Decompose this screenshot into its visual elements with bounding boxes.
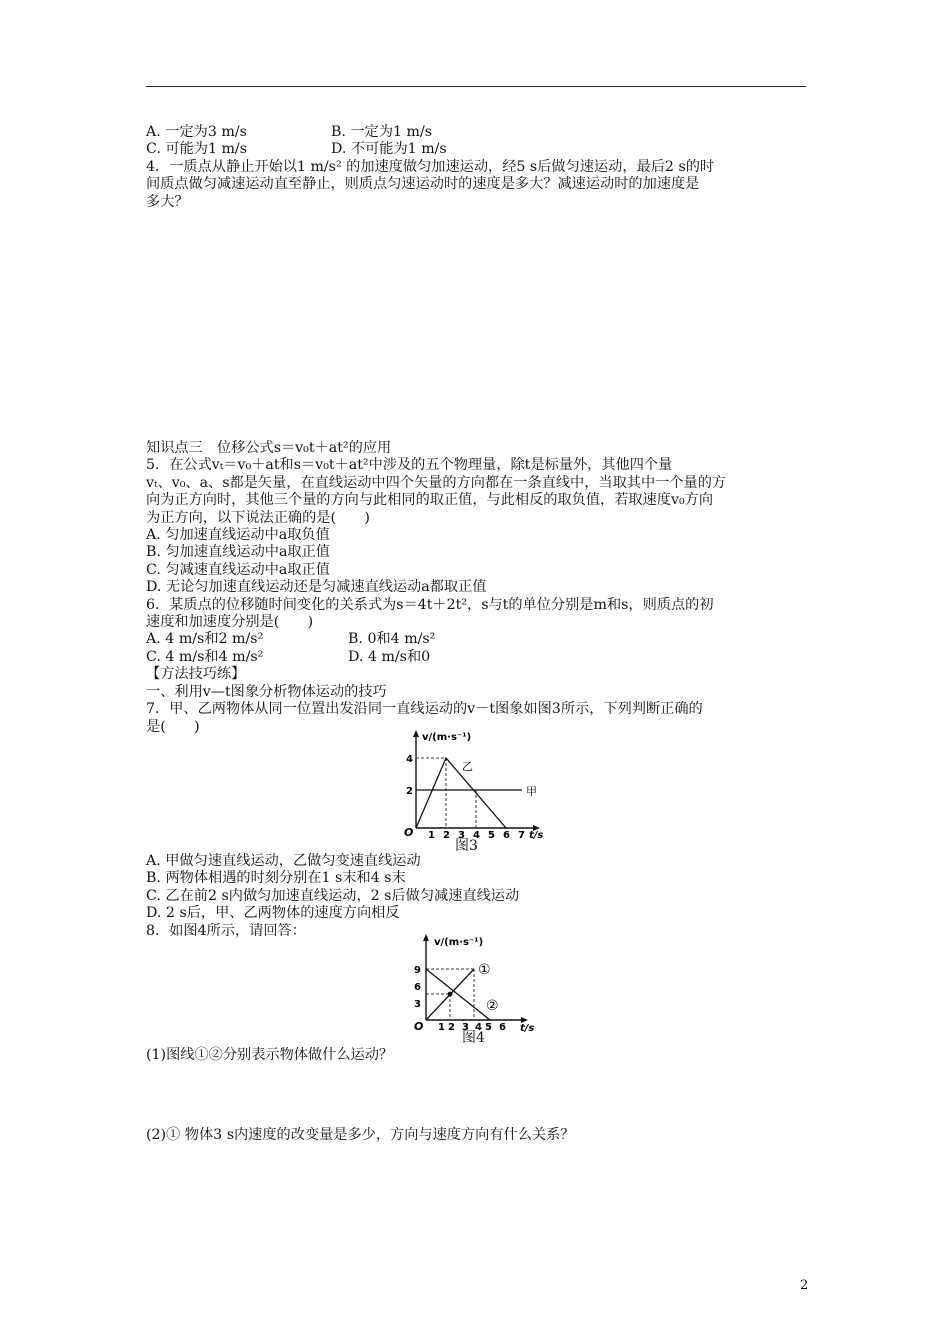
label-2: ② [486, 998, 499, 1014]
q5-option-a: A. 匀加速直线运动中a取负值 [146, 527, 330, 544]
x-tick: 6 [503, 830, 510, 840]
x-axis-label: t/s [520, 1023, 535, 1032]
q4-line2: 间质点做匀减速运动直至静止，则质点匀速运动时的速度是多大？减速运动时的加速度是 [146, 176, 700, 193]
figure-4-caption: 图4 [462, 1030, 485, 1046]
q7-option-b: B. 两物体相遇的时刻分别在1 s末和4 s末 [146, 870, 406, 887]
line-yi [416, 758, 506, 828]
y-tick: 4 [406, 754, 413, 765]
page-number: 2 [800, 1278, 809, 1293]
q6-line: 速度和加速度分别是( ) [146, 614, 314, 631]
q7-option-d: D. 2 s后，甲、乙两物体的速度方向相反 [146, 905, 400, 922]
methods-heading: 【方法技巧练】 [146, 666, 246, 683]
x-tick: 2 [448, 1022, 455, 1032]
origin-label: O [414, 1020, 424, 1032]
intersection-point [448, 992, 453, 997]
q6-option-c: C. 4 m/s和4 m/s² [146, 648, 264, 665]
x-tick: 3 [458, 830, 465, 840]
q6-option-b: B. 0和4 m/s² [348, 631, 436, 648]
x-tick: 7 [518, 830, 525, 840]
q3-options [146, 124, 811, 211]
q4-line1: 4．一质点从静止开始以1 m/s² 的加速度做匀加速运动，经5 s后做匀速运动，最后2 s的时 [146, 158, 715, 175]
q8-sub1 [146, 1047, 811, 1064]
x-tick: 2 [443, 830, 450, 840]
option-b: B. 一定为1 m/s [331, 124, 433, 140]
y-tick: 9 [414, 965, 421, 976]
y-axis-arrow [413, 730, 419, 737]
y-tick: 2 [406, 786, 413, 797]
label-1: ① [478, 962, 491, 978]
q5-option-b: B. 匀加速直线运动中a取正值 [146, 544, 330, 561]
x-tick: 6 [499, 1022, 506, 1032]
x-tick: 4 [475, 1022, 482, 1032]
methods-sub1: 一、利用v—t图象分析物体运动的技巧 [146, 683, 387, 700]
option-a: A. 一定为3 m/s [146, 124, 247, 140]
q8-sub2 [146, 1127, 811, 1144]
q4-line3: 多大？ [146, 193, 189, 210]
q6-option-d: D. 4 m/s和0 [348, 648, 431, 665]
option-c: C. 可能为1 m/s [146, 141, 247, 158]
x-tick: 5 [488, 830, 495, 840]
figure-3 [400, 728, 550, 844]
x-axis-label: t/s [529, 830, 544, 840]
label-jia: 甲 [526, 785, 537, 798]
q5-line: 向为正方向时，其他三个量的方向与此相同的取正值，与此相反的取负值，若取速度v₀方向 [146, 492, 714, 509]
q5-line: 为正方向，以下说法正确的是( ) [146, 509, 370, 526]
y-tick: 6 [414, 982, 421, 993]
figure-3-caption: 图3 [455, 838, 478, 854]
q7-options [146, 853, 811, 940]
q8-sub1-text: (1)图线①②分别表示物体做什么运动？ [146, 1047, 394, 1063]
q8-sub2-text: (2)① 物体3 s内速度的改变量是多少，方向与速度方向有什么关系？ [146, 1127, 575, 1143]
q7-option-a: A. 甲做匀速直线运动，乙做匀变速直线运动 [146, 853, 421, 869]
header-rule [146, 86, 806, 87]
x-tick: 5 [485, 1022, 492, 1032]
x-tick: 1 [438, 1022, 445, 1032]
q5-line: 5．在公式vₜ＝v₀＋at和s＝v₀t＋at²中涉及的五个物理量，除t是标量外，其他四个量 [146, 457, 673, 474]
x-tick: 3 [462, 1022, 469, 1032]
y-axis-label: v/(m·s⁻¹) [434, 937, 484, 948]
option-d: D. 不可能为1 m/s [331, 141, 447, 158]
q6-option-a: A. 4 m/s和2 m/s² [146, 631, 264, 648]
y-axis-label: v/(m·s⁻¹) [422, 732, 472, 743]
section-3 [146, 440, 811, 736]
q6-line: 6．某质点的位移随时间变化的关系式为s＝4t＋2t²，s与t的单位分别是m和s，则质点的初 [146, 596, 714, 613]
origin-label: O [404, 826, 414, 839]
figure-4 [406, 932, 546, 1036]
q5-option-d: D. 无论匀加速直线运动还是匀减速直线运动a都取正值 [146, 579, 487, 596]
x-tick: 1 [428, 830, 435, 840]
q5-line: vₜ、v₀、a、s都是矢量，在直线运动中四个矢量的方向都在一条直线中，当取其中一个量的方 [146, 474, 727, 491]
q8-intro: 8．如图4所示，请回答： [146, 922, 306, 939]
q7-line: 是( ) [146, 718, 200, 735]
q7-line: 7．甲、乙两物体从同一位置出发沿同一直线运动的v－t图象如图3所示，下列判断正确的 [146, 701, 703, 718]
section-3-heading: 知识点三 位移公式s＝v₀t＋at²的应用 [146, 440, 392, 456]
q5-option-c: C. 匀减速直线运动中a取正值 [146, 561, 330, 578]
label-yi: 乙 [462, 760, 473, 773]
y-axis-arrow [423, 934, 429, 941]
q7-option-c: C. 乙在前2 s内做匀加速直线运动，2 s后做匀减速直线运动 [146, 887, 520, 904]
x-tick: 4 [473, 830, 480, 840]
y-tick: 3 [414, 999, 421, 1010]
